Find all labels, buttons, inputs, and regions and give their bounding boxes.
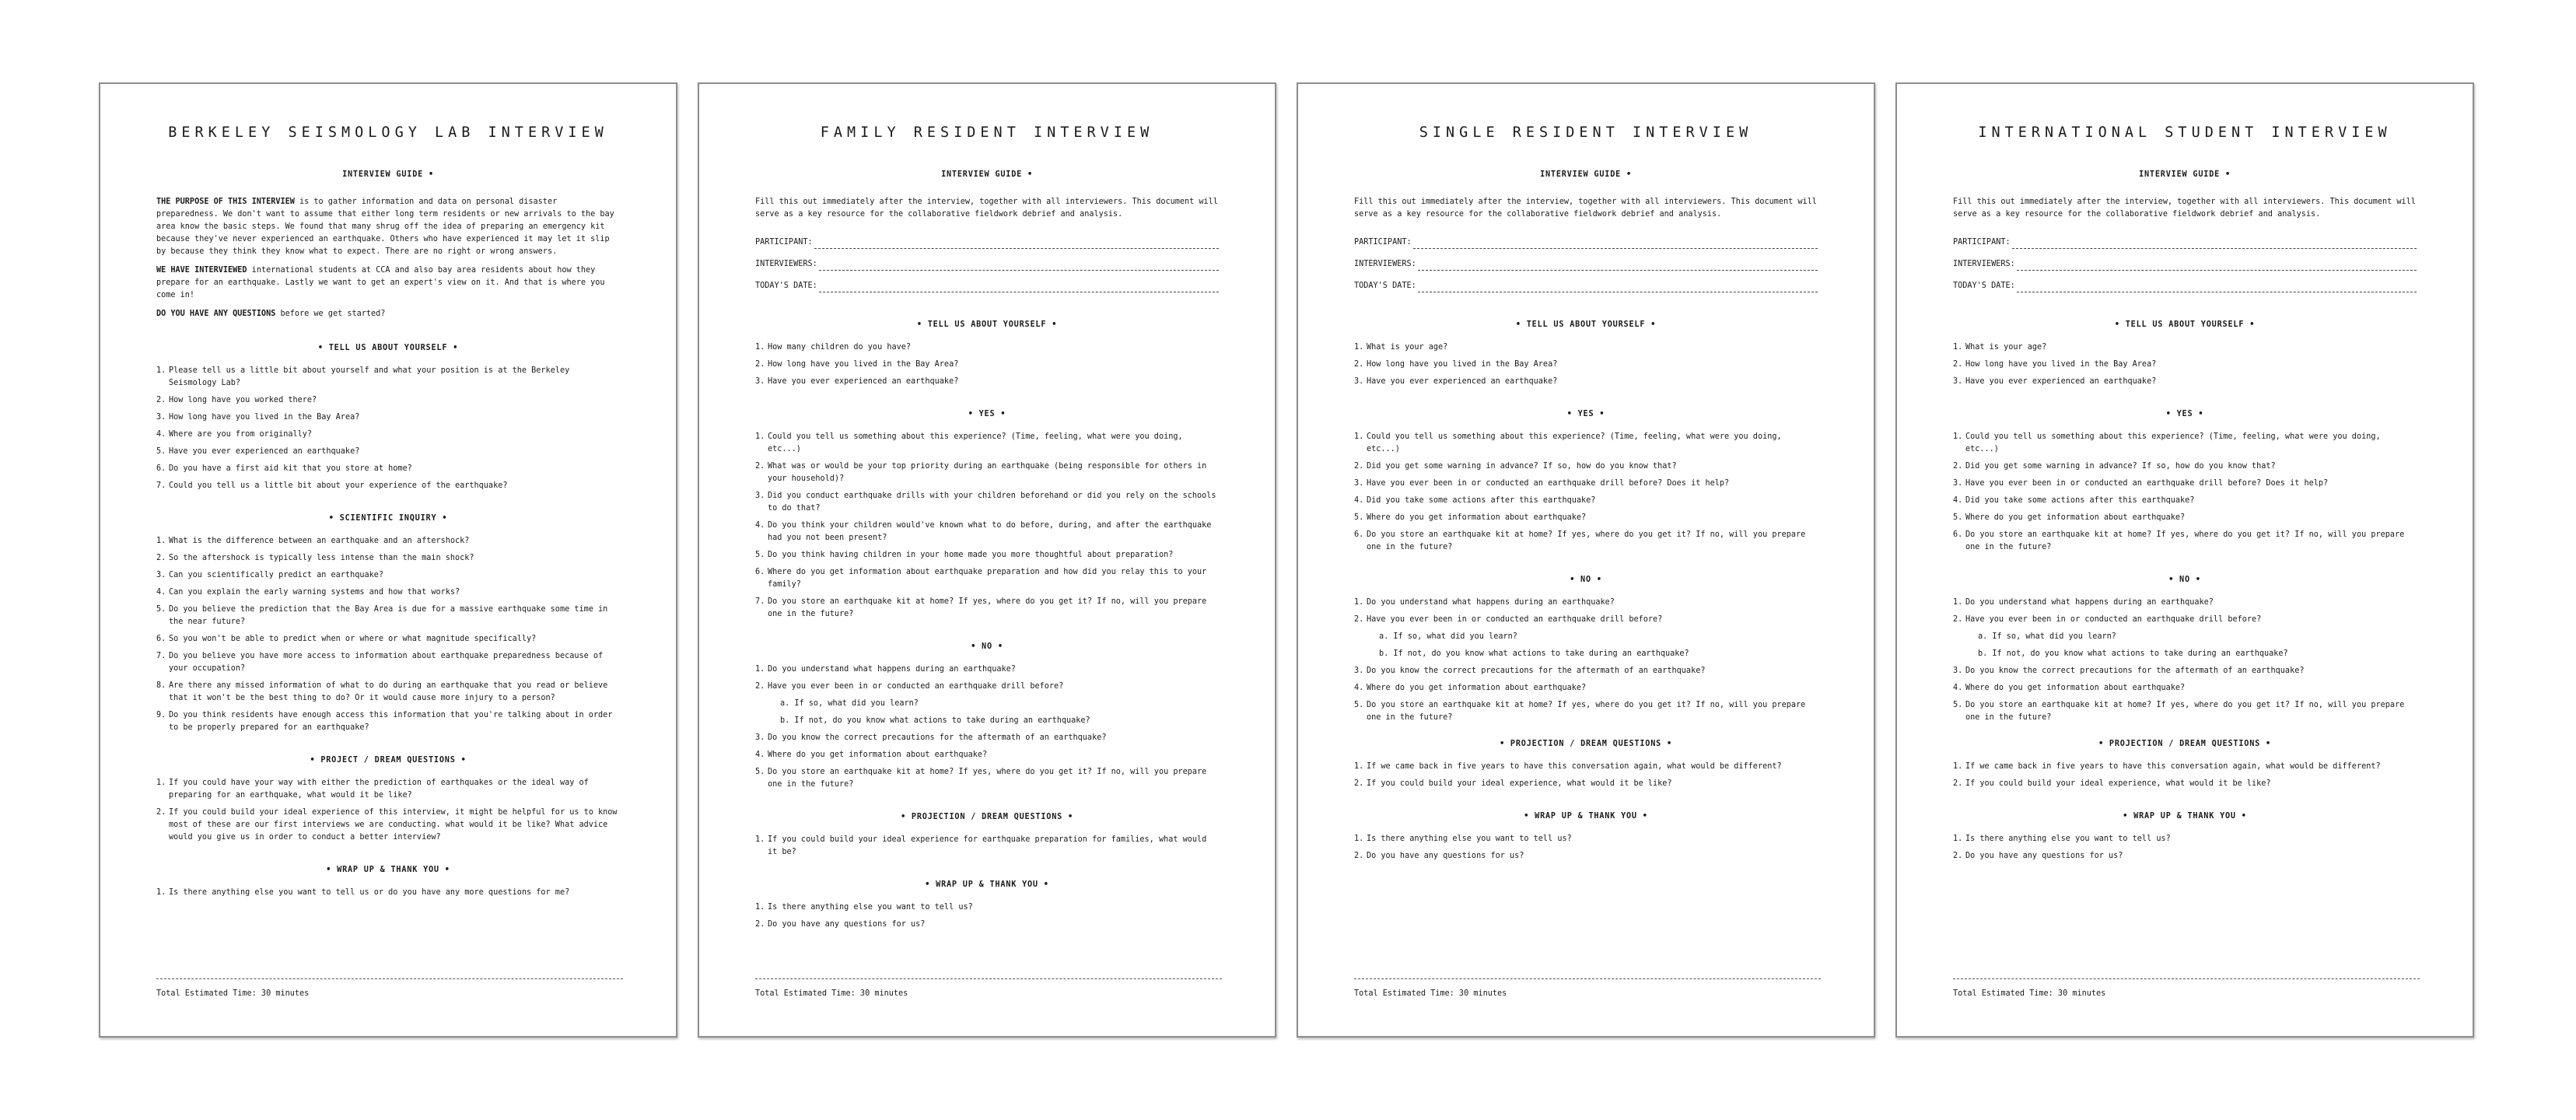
question-item: 3. Do you know the correct precautions for the aftermath of an earthquake? [1354, 667, 1706, 675]
date-line[interactable] [2017, 283, 2417, 292]
question-subitem: b. If not, do you know what actions to take during an earthquake? [1978, 649, 2288, 658]
question-item: 4. Where are you from originally? [156, 430, 313, 439]
question-item: 2. Do you have any questions for us? [755, 920, 926, 929]
participant-line[interactable] [2012, 240, 2417, 249]
question-item: 5. Where do you get information about earthquake? [1354, 513, 1587, 522]
interview-page-international [1895, 82, 2474, 1038]
participant-line[interactable] [814, 240, 1219, 249]
question-item: 6. Do you store an earthquake kit at home? If yes, where do you get it? If no, will you prepare one in the future? [1953, 530, 2405, 551]
question-item: 1. Please tell us a little bit about yourself and what your position is at the Berkeley Seismology Lab? [156, 366, 570, 387]
interviewers-field[interactable]: INTERVIEWERS: [1354, 258, 1818, 271]
question-item: 4. Did you take some actions after this earthquake? [1953, 496, 2195, 505]
question-list [1953, 761, 2417, 790]
footer-rule [1953, 978, 2420, 979]
intro-paragraph: Fill this out immediately after the interview, together with all interviewers. This document will serve as a key resource for the collaborative fieldwork debrief and analysis. [1953, 198, 2416, 219]
question-item: 2. If you could build your ideal experience of this interview, it might be helpful for us to know most of these are our first interviews we are conducting. what would it be like? What advice would you give us in order to conduct a better interview? [156, 808, 618, 842]
page-footer [1953, 978, 2417, 999]
question-item: 8. Are there any missed information of what to do during an earthquake that you read or believe that it won't be the best thing to do? Or it would cause more injury to a person? [156, 681, 608, 702]
interviewers-field[interactable]: INTERVIEWERS: [755, 258, 1219, 271]
question-item: 3. Have you ever experienced an earthquake? [1354, 377, 1558, 386]
question-item: 2. How long have you worked there? [156, 396, 317, 404]
question-item: 1. Is there anything else you want to tell us? [1354, 835, 1572, 843]
question-item: 5. Do you store an earthquake kit at home? If yes, where do you get it? If no, will you prepare one in the future? [1354, 701, 1806, 722]
estimated-time: Total Estimated Time: 30 minutes [755, 989, 908, 998]
question-item: 4. Where do you get information about earthquake? [1953, 684, 2186, 692]
question-item: 6. Do you store an earthquake kit at home? If yes, where do you get it? If no, will you prepare one in the future? [1354, 530, 1806, 551]
question-item: 1. Is there anything else you want to tell us? [755, 903, 973, 912]
page-footer [156, 978, 620, 999]
interview-guide-heading: INTERVIEW GUIDE • [941, 170, 1033, 179]
participant-field[interactable]: PARTICIPANT: [755, 236, 1219, 249]
question-list [755, 901, 1219, 931]
question-item: 2. Do you have any questions for us? [1953, 852, 2123, 860]
question-item: 2. Did you get some warning in advance? If so, how do you know that? [1953, 462, 2276, 471]
footer-rule [1354, 978, 1821, 979]
question-item: 4. Did you take some actions after this earthquake? [1354, 496, 1596, 505]
page-content [1953, 121, 2417, 1005]
question-item: 4. Can you explain the early warning systems and how that works? [156, 588, 460, 597]
participant-field[interactable]: PARTICIPANT: [1354, 236, 1818, 249]
page-title: INTERNATIONAL STUDENT INTERVIEW [1978, 124, 2392, 141]
section-heading: • NO • [2168, 576, 2201, 584]
question-subitem: b. If not, do you know what actions to take during an earthquake? [1379, 649, 1689, 658]
question-item: 2. Have you ever been in or conducted an earthquake drill before? [755, 682, 1064, 691]
question-list [156, 535, 620, 734]
section-heading: • YES • [1566, 410, 1605, 418]
page-footer [1354, 978, 1818, 999]
page-footer [755, 978, 1219, 999]
question-list [1953, 431, 2417, 554]
page-title: BERKELEY SEISMOLOGY LAB INTERVIEW [168, 124, 608, 141]
question-item: 7. Could you tell us a little bit about your experience of the earthquake? [156, 481, 508, 490]
question-subitem: a. If so, what did you learn? [1978, 632, 2116, 641]
intro-paragraph: Fill this out immediately after the interview, together with all interviewers. This document will serve as a key resource for the collaborative fieldwork debrief and analysis. [755, 198, 1218, 219]
estimated-time: Total Estimated Time: 30 minutes [1953, 989, 2106, 998]
interview-page-seismology [99, 82, 677, 1038]
question-item: 1. Do you understand what happens during an earthquake? [755, 665, 1016, 674]
question-item: 3. Can you scientifically predict an earthquake? [156, 571, 384, 579]
purpose-paragraph [156, 196, 620, 258]
section-heading: • TELL US ABOUT YOURSELF • [2114, 320, 2256, 329]
question-item: 1. Could you tell us something about this experience? (Time, feeling, what were you doing, etc...) [1953, 432, 2381, 453]
question-subitem: a. If so, what did you learn? [780, 699, 919, 708]
section-heading: • YES • [968, 410, 1006, 418]
question-item: 1. What is the difference between an earthquake and an aftershock? [156, 537, 470, 545]
question-item: 2. How long have you lived in the Bay Area? [755, 360, 959, 369]
question-list [1953, 597, 2417, 724]
section-heading: • NO • [1570, 576, 1602, 584]
questions-paragraph [156, 308, 620, 320]
purpose-lead: THE PURPOSE OF THIS INTERVIEW [156, 198, 295, 206]
question-item: 3. Do you know the correct precautions for the aftermath of an earthquake? [755, 733, 1107, 742]
section-heading: • YES • [2165, 410, 2204, 418]
page-content [755, 121, 1219, 1005]
question-item: 7. Do you store an earthquake kit at home? If yes, where do you get it? If no, will you prepare one in the future? [755, 597, 1207, 618]
question-list [755, 431, 1219, 621]
page-content [156, 121, 620, 1005]
page-content [1354, 121, 1818, 1005]
page-title: SINGLE RESIDENT INTERVIEW [1419, 124, 1753, 141]
questions-lead: DO YOU HAVE ANY QUESTIONS [156, 310, 276, 318]
question-list [1354, 431, 1818, 554]
date-field[interactable]: TODAY'S DATE: [1953, 280, 2417, 292]
question-item: 1. What is your age? [1354, 343, 1448, 352]
participant-field[interactable]: PARTICIPANT: [1953, 236, 2417, 249]
question-item: 1. How many children do you have? [755, 343, 912, 352]
question-item: 4. Where do you get information about earthquake? [1354, 684, 1587, 692]
question-item: 9. Do you think residents have enough access this information that you're talking about in order to be properly prepared for an earthquake? [156, 711, 613, 732]
question-item: 1. Do you understand what happens during an earthquake? [1354, 598, 1615, 607]
question-item: 6. Do you have a first aid kit that you store at home? [156, 464, 412, 473]
question-item: 2. If you could build your ideal experience, what would it be like? [1953, 779, 2271, 788]
question-item: 5. Where do you get information about earthquake? [1953, 513, 2186, 522]
question-item: 5. Do you store an earthquake kit at home? If yes, where do you get it? If no, will you prepare one in the future? [1953, 701, 2405, 722]
question-item: 5. Do you believe the prediction that the Bay Area is due for a massive earthquake some time in the near future? [156, 605, 608, 626]
section-heading: • TELL US ABOUT YOURSELF • [916, 320, 1058, 329]
date-field[interactable]: TODAY'S DATE: [755, 280, 1219, 292]
question-item: 1. What is your age? [1953, 343, 2047, 352]
question-subitem: a. If so, what did you learn? [1379, 632, 1517, 641]
question-list [755, 663, 1219, 791]
interviewers-line[interactable] [2017, 261, 2417, 271]
estimated-time: Total Estimated Time: 30 minutes [156, 989, 310, 998]
section-heading: • PROJECT / DREAM QUESTIONS • [310, 756, 467, 765]
interview-guide-heading: INTERVIEW GUIDE • [1540, 170, 1632, 179]
interviewers-line[interactable] [1418, 261, 1818, 271]
interview-guide-heading: INTERVIEW GUIDE • [2139, 170, 2231, 179]
date-field[interactable]: TODAY'S DATE: [1354, 280, 1818, 292]
section-heading: • PROJECTION / DREAM QUESTIONS • [1500, 740, 1672, 748]
interviewed-paragraph [156, 264, 620, 302]
date-line[interactable] [1418, 283, 1818, 292]
section-heading: • PROJECTION / DREAM QUESTIONS • [2098, 740, 2271, 748]
question-item: 1. Is there anything else you want to tell us or do you have any more questions for me? [156, 888, 570, 897]
question-list [1354, 761, 1818, 790]
section-heading: • PROJECTION / DREAM QUESTIONS • [901, 813, 1073, 821]
question-list [156, 365, 620, 492]
section-heading: • WRAP UP & THANK YOU • [326, 866, 450, 874]
intro-paragraph: Fill this out immediately after the interview, together with all interviewers. This document will serve as a key resource for the collaborative fieldwork debrief and analysis. [1354, 198, 1817, 219]
question-item: 1. If we came back in five years to have this conversation again, what would be different? [1354, 762, 1782, 771]
question-list [1953, 341, 2417, 388]
question-item: 6. Where do you get information about earthquake preparation and how did you relay this to your family? [755, 568, 1207, 589]
section-heading: • SCIENTIFIC INQUIRY • [328, 514, 448, 523]
question-list [1354, 833, 1818, 863]
interviewers-field[interactable]: INTERVIEWERS: [1953, 258, 2417, 271]
question-item: 2. How long have you lived in the Bay Area? [1354, 360, 1558, 369]
question-item: 1. Could you tell us something about this experience? (Time, feeling, what were you doing, etc...) [1354, 432, 1782, 453]
question-item: 1. Is there anything else you want to tell us? [1953, 835, 2171, 843]
question-item: 1. If you could have your way with either the prediction of earthquakes or the ideal way of preparing for an earthquake, what would it be like? [156, 779, 589, 800]
question-item: 4. Where do you get information about earthquake? [755, 751, 988, 759]
question-list [156, 887, 620, 899]
interviewers-line[interactable] [819, 261, 1219, 271]
question-item: 2. If you could build your ideal experience, what would it be like? [1354, 779, 1672, 788]
section-heading: • WRAP UP & THANK YOU • [1524, 812, 1648, 821]
footer-rule [156, 978, 623, 979]
interview-page-family [698, 82, 1276, 1038]
question-item: 2. What was or would be your top priority during an earthquake (being responsible for others in your household)? [755, 462, 1207, 483]
purpose-text: is to gather information and data on personal disaster preparedness. We don't want to assume that either long term residents or new arrivals to the bay area know the basic steps. We found that many shrug off the idea of preparing an emergency kit because they've never experienced an earthquake. Others who have experienced it may let it slip by because they think they know what to expect. There are no right or wrong answers. [156, 198, 614, 256]
question-item: 1. Could you tell us something about this experience? (Time, feeling, what were you doing, etc...) [755, 432, 1183, 453]
section-heading: • TELL US ABOUT YOURSELF • [317, 344, 459, 352]
question-list [755, 341, 1219, 388]
date-line[interactable] [819, 283, 1219, 292]
question-item: 5. Have you ever experienced an earthquake? [156, 447, 360, 456]
question-item: 7. Do you believe you have more access to information about earthquake preparedness because of your occupation? [156, 652, 604, 673]
interviewed-lead: WE HAVE INTERVIEWED [156, 266, 247, 275]
question-item: 2. Have you ever been in or conducted an earthquake drill before? [1953, 615, 2262, 624]
question-list [1953, 833, 2417, 863]
interview-guide-heading: INTERVIEW GUIDE • [342, 170, 434, 179]
question-item: 3. How long have you lived in the Bay Area? [156, 413, 360, 422]
participant-line[interactable] [1413, 240, 1818, 249]
question-item: 2. How long have you lived in the Bay Area? [1953, 360, 2157, 369]
question-item: 2. So the aftershock is typically less intense than the main shock? [156, 554, 474, 562]
question-list [1354, 341, 1818, 388]
question-item: 5. Do you think having children in your home made you more thoughtful about preparation? [755, 551, 1174, 559]
section-heading: • WRAP UP & THANK YOU • [2123, 812, 2247, 821]
question-item: 2. Have you ever been in or conducted an earthquake drill before? [1354, 615, 1663, 624]
question-item: 6. So you won't be able to predict when or where or what magnitude specifically? [156, 635, 537, 643]
question-list [755, 834, 1219, 859]
question-subitem: b. If not, do you know what actions to take during an earthquake? [780, 716, 1090, 725]
question-item: 3. Have you ever experienced an earthquake? [755, 377, 959, 386]
question-item: 4. Do you think your children would've known what to do before, during, and after the earthquake had you not been present? [755, 521, 1212, 542]
footer-rule [755, 978, 1222, 979]
section-heading: • TELL US ABOUT YOURSELF • [1515, 320, 1657, 329]
question-item: 3. Have you ever been in or conducted an earthquake drill before? Does it help? [1354, 479, 1730, 488]
section-heading: • NO • [971, 642, 1003, 651]
question-item: 3. Have you ever experienced an earthquake? [1953, 377, 2157, 386]
question-list [156, 777, 620, 844]
question-item: 1. Do you understand what happens during an earthquake? [1953, 598, 2214, 607]
question-item: 2. Did you get some warning in advance? If so, how do you know that? [1354, 462, 1677, 471]
question-item: 1. If we came back in five years to have this conversation again, what would be different? [1953, 762, 2381, 771]
question-item: 1. If you could build your ideal experience for earthquake preparation for families, what would it be? [755, 835, 1207, 856]
question-item: 3. Did you conduct earthquake drills with your children beforehand or did you rely on the schools to do that? [755, 492, 1216, 513]
section-heading: • WRAP UP & THANK YOU • [925, 880, 1049, 889]
interview-page-single [1297, 82, 1875, 1038]
question-item: 2. Do you have any questions for us? [1354, 852, 1524, 860]
questions-text: before we get started? [275, 310, 386, 318]
question-list [1354, 597, 1818, 724]
question-item: 3. Do you know the correct precautions for the aftermath of an earthquake? [1953, 667, 2305, 675]
question-item: 3. Have you ever been in or conducted an earthquake drill before? Does it help? [1953, 479, 2329, 488]
question-item: 5. Do you store an earthquake kit at home? If yes, where do you get it? If no, will you prepare one in the future? [755, 768, 1207, 789]
estimated-time: Total Estimated Time: 30 minutes [1354, 989, 1507, 998]
interviewed-text: international students at CCA and also bay area residents about how they prepare for an earthquake. Lastly we want to get an expert's view on it. And that is where you come in! [156, 266, 605, 299]
page-title: FAMILY RESIDENT INTERVIEW [820, 124, 1154, 141]
